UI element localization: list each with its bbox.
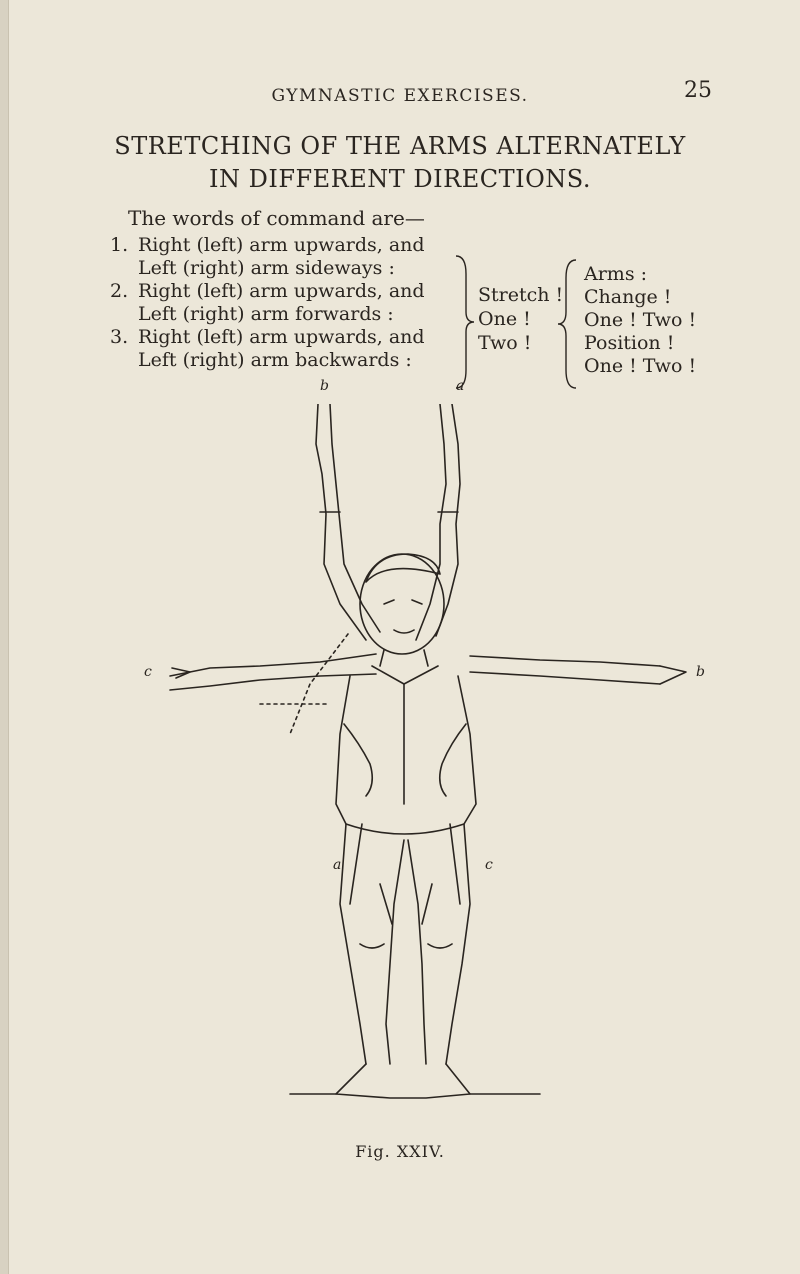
page-number: 25 bbox=[684, 78, 712, 103]
figure-label-a-lower: a bbox=[333, 857, 342, 873]
command-number: 2. bbox=[110, 280, 129, 302]
stretch-command: Stretch ! bbox=[478, 284, 564, 306]
brace-stretch bbox=[556, 258, 580, 390]
running-head: GYMNASTIC EXERCISES. bbox=[271, 86, 529, 106]
arms-commands bbox=[584, 263, 696, 378]
arms-command: One ! Two ! bbox=[584, 309, 697, 331]
stretch-command: One ! bbox=[478, 308, 531, 330]
section-title bbox=[0, 130, 800, 196]
intro-text: The words of command are— bbox=[128, 206, 425, 230]
command-line: Left (right) arm sideways : bbox=[138, 257, 395, 279]
command-item bbox=[110, 234, 425, 280]
command-line: Left (right) arm backwards : bbox=[138, 349, 412, 371]
command-line: Right (left) arm upwards, and bbox=[138, 280, 425, 302]
figure-label-c-left: c bbox=[144, 664, 152, 680]
command-line: Left (right) arm forwards : bbox=[138, 303, 394, 325]
arms-command: Arms : bbox=[584, 263, 648, 285]
right-brace-commands bbox=[452, 254, 476, 390]
arms-command: Position ! bbox=[584, 332, 675, 354]
figure-label-c-lower: c bbox=[485, 857, 493, 873]
command-list bbox=[110, 234, 425, 372]
gymnast-illustration bbox=[140, 404, 700, 1104]
command-line: Right (left) arm upwards, and bbox=[138, 326, 425, 348]
command-line: Right (left) arm upwards, and bbox=[138, 234, 425, 256]
stretch-command: Two ! bbox=[478, 332, 532, 354]
figure-label-b-top: b bbox=[320, 378, 329, 394]
figure-label-a-top: a bbox=[456, 378, 465, 394]
arms-command: One ! Two ! bbox=[584, 355, 697, 377]
command-number: 1. bbox=[110, 234, 129, 256]
figure-label-b-right: b bbox=[696, 664, 705, 680]
section-title-line-1: STRETCHING OF THE ARMS ALTERNATELY bbox=[114, 132, 686, 160]
command-item bbox=[110, 280, 425, 326]
figure-caption: Fig. XXIV. bbox=[355, 1142, 445, 1161]
stretch-commands bbox=[478, 283, 563, 355]
command-number: 3. bbox=[110, 326, 129, 348]
command-item bbox=[110, 326, 425, 372]
section-title-line-2: IN DIFFERENT DIRECTIONS. bbox=[209, 165, 591, 193]
arms-command: Change ! bbox=[584, 286, 672, 308]
